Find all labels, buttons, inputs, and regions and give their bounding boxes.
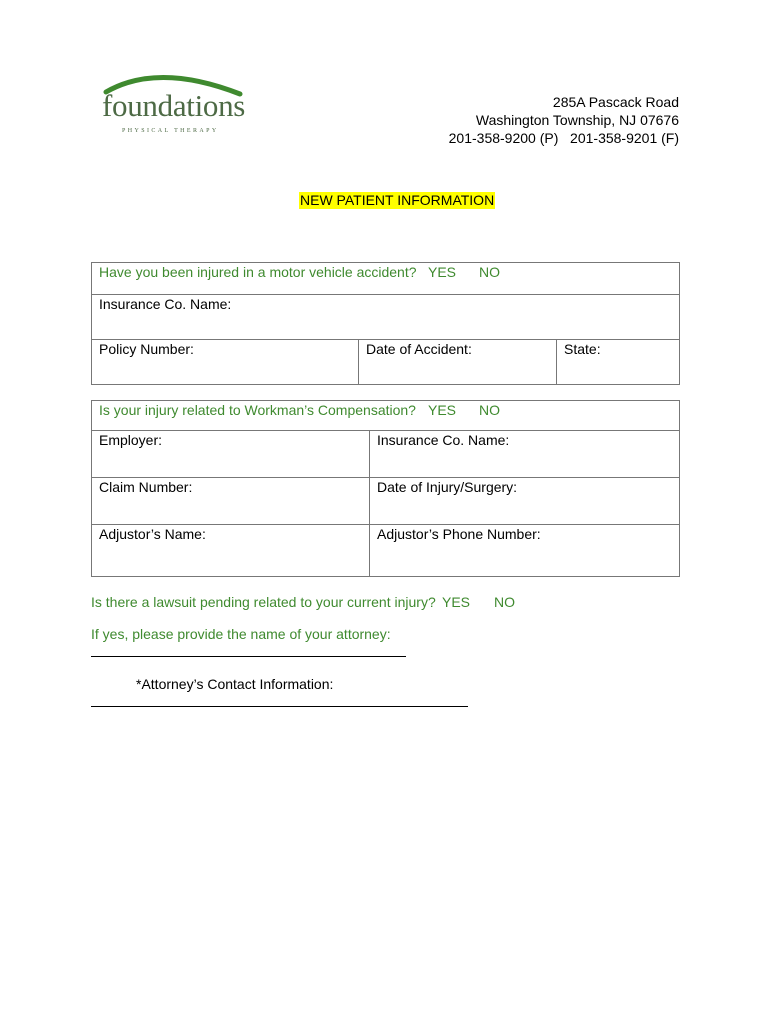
attorney-name-line[interactable]: [91, 656, 406, 657]
wc-insurance-co-field[interactable]: [369, 431, 679, 477]
clinic-address: [449, 93, 679, 147]
adjustor-row: [92, 524, 679, 576]
employer-field[interactable]: [92, 431, 369, 477]
logo-wordmark: foundations: [102, 88, 246, 123]
employer-row: [92, 430, 679, 477]
insurance-row: [92, 294, 679, 339]
adjustor-name-field[interactable]: [92, 525, 369, 576]
policy-row: [92, 339, 679, 384]
employer-label: Employer:: [99, 432, 163, 448]
address-phones: 201-358-9200 (P) 201-358-9201 (F): [448, 130, 679, 146]
state-label: State:: [564, 341, 601, 357]
date-of-accident-field[interactable]: [358, 340, 556, 384]
policy-number-label: Policy Number:: [99, 341, 194, 357]
address-city: Washington Township, NJ 07676: [475, 112, 679, 128]
adjustor-name-label: Adjustor’s Name:: [99, 526, 206, 542]
lawsuit-question: Is there a lawsuit pending related to your current injury?: [91, 594, 436, 610]
address-street: 285A Pascack Road: [552, 94, 679, 110]
lawsuit-yes-option[interactable]: YES: [442, 594, 471, 610]
motor-vehicle-yes-option[interactable]: YES: [428, 264, 457, 280]
date-of-accident-label: Date of Accident:: [366, 341, 472, 357]
policy-number-field[interactable]: [92, 340, 358, 384]
workmans-comp-no-option[interactable]: NO: [479, 402, 500, 418]
insurance-co-field[interactable]: [92, 295, 679, 339]
attorney-contact-line[interactable]: [91, 706, 468, 707]
attorney-contact-prompt: *Attorney’s Contact Information:: [136, 676, 334, 692]
motor-vehicle-table: [91, 262, 680, 385]
workmans-comp-question-row: [92, 401, 679, 430]
lawsuit-no-option[interactable]: NO: [494, 594, 515, 610]
state-field[interactable]: [556, 340, 679, 384]
claim-number-field[interactable]: [92, 478, 369, 524]
claim-number-label: Claim Number:: [99, 479, 193, 495]
date-of-injury-field[interactable]: [369, 478, 679, 524]
page-title: NEW PATIENT INFORMATION: [300, 192, 495, 208]
claim-row: [92, 477, 679, 524]
workmans-comp-question: Is your injury related to Workman’s Compensation?: [99, 402, 416, 418]
motor-vehicle-no-option[interactable]: NO: [479, 264, 500, 280]
motor-vehicle-question-row: [92, 263, 679, 294]
company-logo: [98, 68, 246, 140]
adjustor-phone-label: Adjustor’s Phone Number:: [377, 526, 541, 542]
workmans-comp-table: [91, 400, 680, 577]
wc-insurance-co-label: Insurance Co. Name:: [377, 432, 510, 448]
motor-vehicle-question: Have you been injured in a motor vehicle accident?: [99, 264, 417, 280]
logo-tagline: PHYSICAL THERAPY: [122, 128, 219, 134]
attorney-prompt: If yes, please provide the name of your attorney:: [91, 626, 391, 642]
insurance-co-label: Insurance Co. Name:: [99, 296, 232, 312]
workmans-comp-yes-option[interactable]: YES: [428, 402, 457, 418]
date-of-injury-label: Date of Injury/Surgery:: [377, 479, 518, 495]
adjustor-phone-field[interactable]: [369, 525, 679, 576]
